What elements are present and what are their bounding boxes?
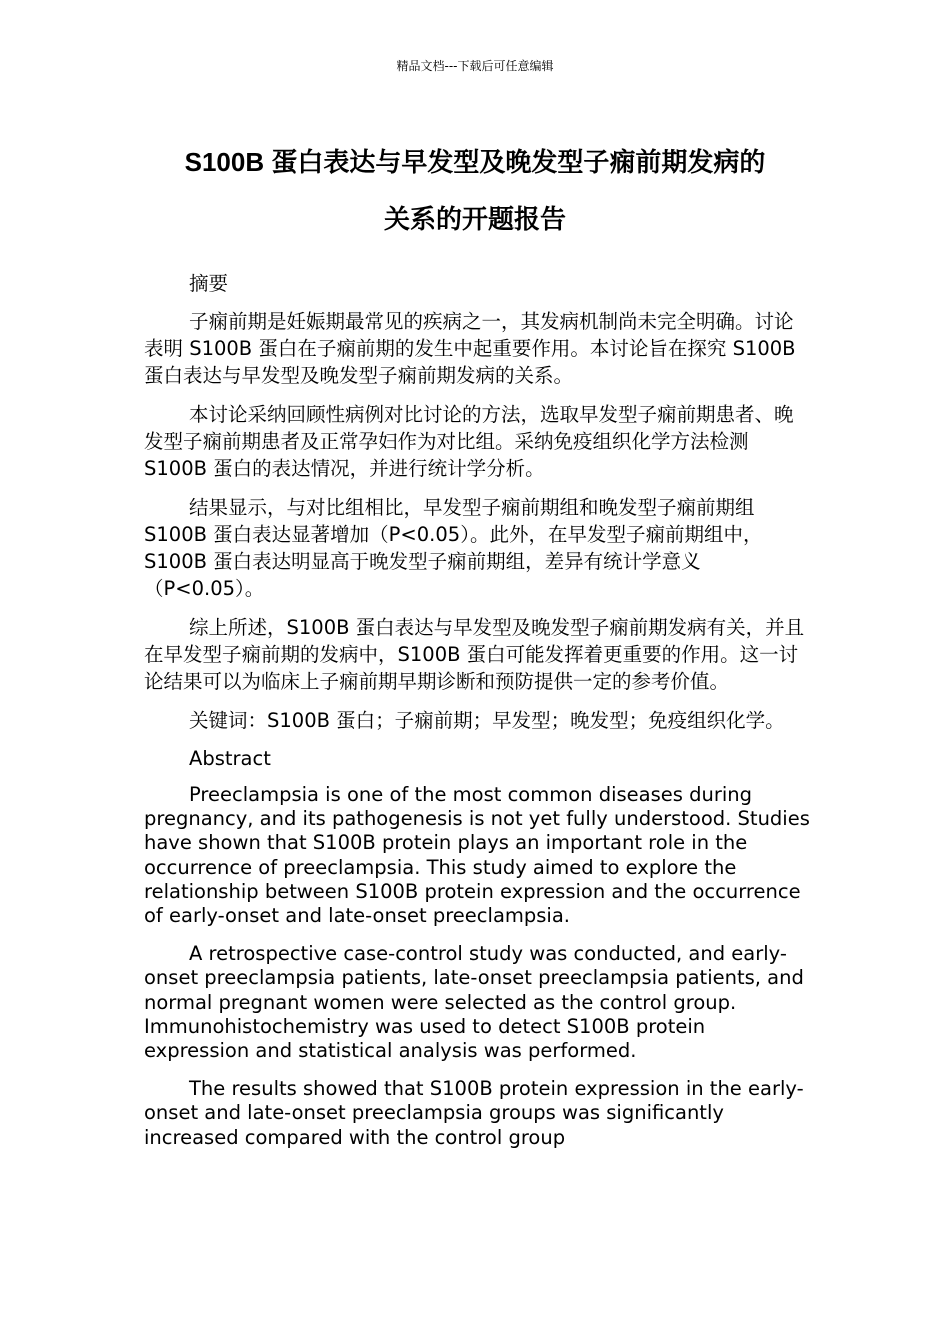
- cn-abstract-paragraph-2: 本讨论采纳回顾性病例对比讨论的方法，选取早发型子痫前期患者、晚发型子痫前期患者及正常孕妇作为对比组。采纳免疫组织化学方法检测 S100B 蛋白的表达情况，并进行统计学分析。: [144, 403, 794, 480]
- cn-keywords: 关键词：S100B 蛋白；子痫前期；早发型；晚发型；免疫组织化学。: [189, 709, 785, 732]
- cn-abstract-heading: 摘要: [189, 272, 229, 295]
- en-abstract-paragraph-1: Preeclampsia is one of the most common diseases during pregnancy, and its pathogenesis is not yet fully understood. Studies have shown that S100B protein plays an important role in the occurrence of preeclampsia. This study aimed to explore the relationship between S100B protein expression and the occurrence of early-onset and late-onset preeclampsia.: [144, 783, 810, 928]
- cn-abstract-paragraph-4: 综上所述，S100B 蛋白表达与早发型及晚发型子痫前期发病有关，并且在早发型子痫前期的发病中，S100B 蛋白可能发挥着更重要的作用。这一讨论结果可以为临床上子痫前期早期诊断和预防提供一定的参考价值。: [144, 616, 805, 693]
- en-abstract-heading: Abstract: [189, 747, 271, 770]
- header-note: 精品文档---下载后可任意编辑: [396, 59, 554, 73]
- en-abstract-paragraph-3: The results showed that S100B protein expression in the early-onset and late-onset preeclampsia groups was significantly increased compared with the control group: [144, 1077, 804, 1149]
- en-abstract-paragraph-2: A retrospective case-control study was conducted, and early-onset preeclampsia patients, late-onset preeclampsia patients, and normal pregnant women were selected as the control group. Immunohistochemistry was used to detect S100B protein expression and statistical analysis was performed.: [144, 942, 804, 1063]
- title-line-2: 关系的开题报告: [383, 204, 566, 234]
- cn-abstract-paragraph-3: 结果显示，与对比组相比，早发型子痫前期组和晚发型子痫前期组 S100B 蛋白表达显著增加（P<0.05）。此外，在早发型子痫前期组中，S100B 蛋白表达明显高于晚发型子痫前期组，差异有统计学意义（P<0.05）。: [144, 496, 763, 600]
- title-line-1: S100B 蛋白表达与早发型及晚发型子痫前期发病的: [184, 147, 766, 177]
- document-body: [144, 270, 810, 1164]
- cn-abstract-paragraph-1: 子痫前期是妊娠期最常见的疾病之一，其发病机制尚未完全明确。讨论表明 S100B 蛋白在子痫前期的发生中起重要作用。本讨论旨在探究 S100B 蛋白表达与早发型及晚发型子痫前期发病的关系。: [144, 310, 796, 387]
- document-title: [100, 134, 850, 248]
